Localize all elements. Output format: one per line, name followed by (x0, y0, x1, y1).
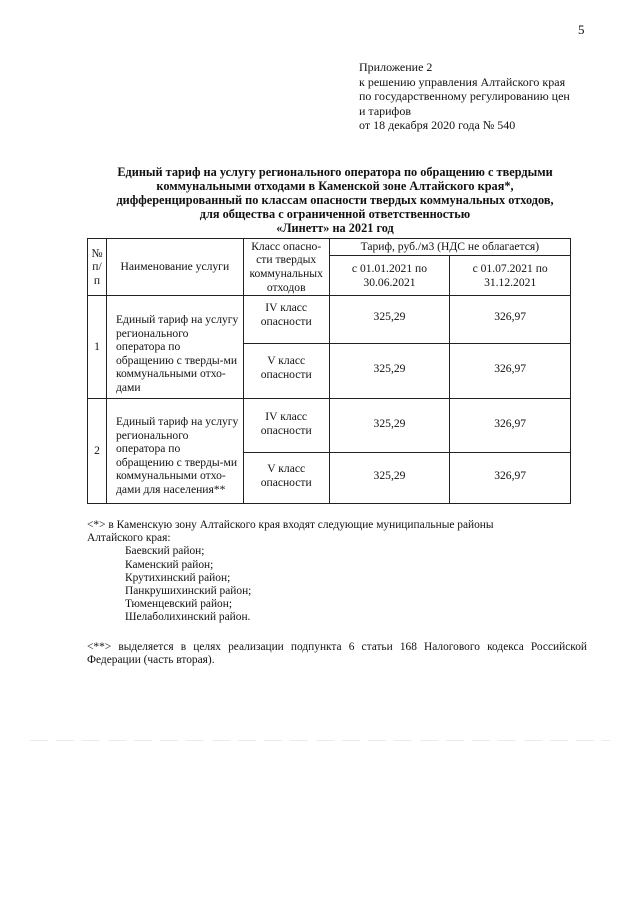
table-row (88, 399, 571, 453)
header-tariff-group: Тариф, руб./м3 (НДС не облагается) (329, 239, 570, 256)
service-name: Единый тариф на услугу регионального оператора по обращению с тверды-ми коммунальными отхо-дами для населения** (106, 399, 243, 504)
tariff-value: 326,97 (450, 296, 571, 344)
hazard-class: IV класс опасности (243, 296, 329, 344)
appendix-line: по государственному регулированию цен (359, 89, 570, 103)
district-item: Крутихинский район; (125, 571, 231, 584)
tariff-value: 325,29 (329, 453, 450, 504)
hazard-class: V класс опасности (243, 453, 329, 504)
header-class: Класс опасно-сти твердых коммунальных отходов (243, 239, 329, 296)
title-line: «Линетт» на 2021 год (276, 221, 394, 235)
header-num: № п/п (88, 239, 107, 296)
district-item: Шелаболихинский район. (125, 611, 251, 624)
title-line: дифференцированный по классам опасности твердых коммунальных отходов, (116, 193, 554, 207)
appendix-line: Приложение 2 (359, 60, 433, 74)
header-service: Наименование услуги (106, 239, 243, 296)
footnote-intro: <*> в Каменскую зону Алтайского края входят следующие муниципальные районы (87, 519, 494, 531)
document-title (90, 165, 580, 235)
appendix-line: и тарифов (359, 103, 412, 118)
district-item: Панкрушихинский район; (125, 585, 252, 598)
title-line: для общества с ограниченной ответственностью (199, 207, 471, 221)
title-line: коммунальными отходами в Каменской зоне Алтайского края*, (156, 179, 514, 193)
tariff-value: 326,97 (450, 399, 571, 453)
tariff-value: 325,29 (329, 399, 450, 453)
district-item: Каменский район; (125, 558, 214, 571)
appendix-header (359, 60, 619, 133)
hazard-class: V класс опасности (243, 344, 329, 399)
district-item: Тюменцевский район; (125, 598, 233, 611)
page-number: 5 (578, 22, 585, 37)
tariff-value: 325,29 (329, 344, 450, 399)
header-period-1: с 01.01.2021 по 30.06.2021 (329, 256, 450, 296)
tariff-value: 326,97 (450, 344, 571, 399)
header-period-2: с 01.07.2021 по 31.12.2021 (450, 256, 571, 296)
row-number: 1 (88, 296, 107, 399)
table-row (88, 296, 571, 344)
appendix-line: от 18 декабря 2020 года № 540 (359, 118, 516, 132)
tariff-table (87, 238, 571, 504)
hazard-class: IV класс опасности (243, 399, 329, 453)
scan-artifact-line (30, 740, 610, 741)
footnote-intro-cont: Алтайского края: (87, 532, 171, 545)
district-item: Баевский район; (125, 545, 205, 558)
footnote-districts (87, 519, 587, 625)
tariff-value: 326,97 (450, 453, 571, 504)
service-name: Единый тариф на услугу регионального оператора по обращению с тверды-ми коммунальными отхо-дами (106, 296, 243, 399)
title-line: Единый тариф на услугу регионального оператора по обращению с твердыми (117, 165, 553, 179)
tariff-value: 325,29 (329, 296, 450, 344)
row-number: 2 (88, 399, 107, 504)
footnote-vat: <**> выделяется в целях реализации подпункта 6 статьи 168 Налогового кодекса Российской Федерации (часть вторая). (87, 641, 587, 667)
appendix-line: к решению управления Алтайского края (359, 74, 566, 89)
